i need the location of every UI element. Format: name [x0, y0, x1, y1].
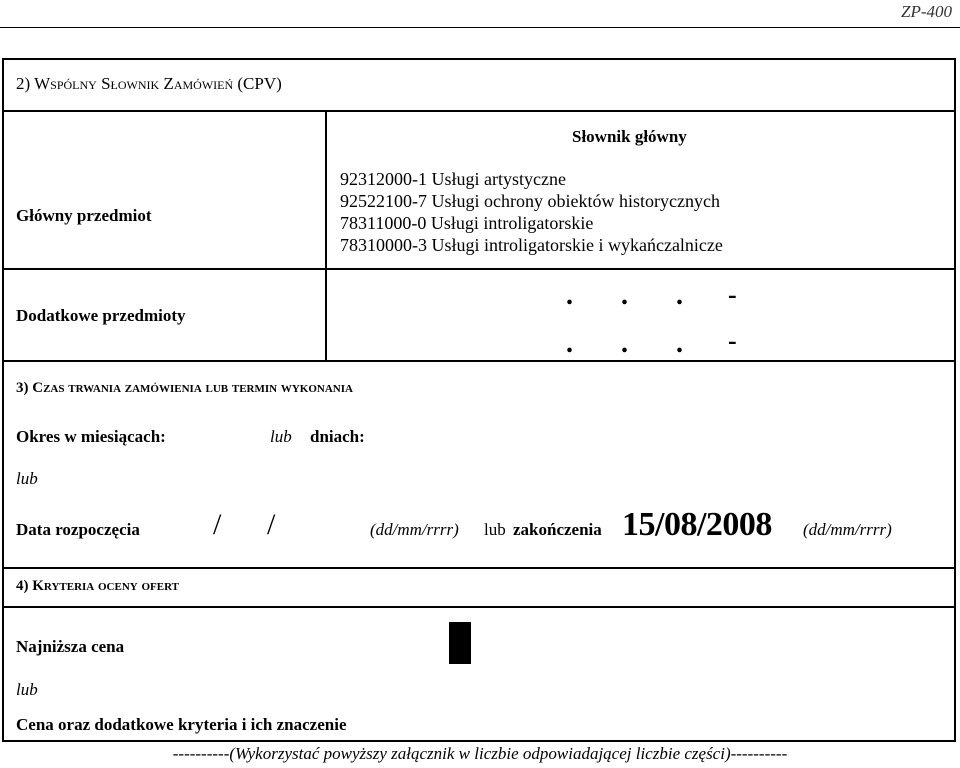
lowest-price-checkbox[interactable]	[449, 622, 471, 664]
end-date-value: 15/08/2008	[622, 506, 772, 543]
or-line-label: lub	[16, 469, 38, 488]
section4-title: 4) Kryteria oceny ofert	[16, 578, 179, 594]
section3-divider	[2, 360, 956, 362]
or-label: lub	[16, 680, 38, 699]
additional-subjects-label: Dodatkowe przedmioty	[16, 306, 186, 325]
date-slash: /	[267, 508, 276, 541]
date-slash: /	[213, 508, 222, 541]
main-codes-list	[340, 168, 723, 256]
dot-marker: .	[676, 280, 683, 311]
days-label: dniach:	[310, 427, 365, 446]
end-date-label: zakończenia	[513, 520, 602, 539]
date-format-hint: (dd/mm/rrrr)	[370, 520, 459, 539]
cpv-column-divider	[325, 110, 327, 360]
dot-marker: .	[566, 280, 573, 311]
dash-marker: -	[728, 280, 737, 309]
main-subject-label: Główny przedmiot	[16, 206, 152, 225]
dot-marker: .	[566, 328, 573, 359]
header-rule	[0, 27, 960, 28]
or-inline-label: lub	[484, 520, 506, 539]
dot-marker: .	[676, 328, 683, 359]
dash-marker: -	[728, 326, 737, 355]
date-format-hint: (dd/mm/rrrr)	[803, 520, 892, 539]
dot-marker: .	[621, 280, 628, 311]
main-subject-divider	[2, 268, 956, 270]
section4-divider	[2, 567, 956, 569]
dot-marker: .	[621, 328, 628, 359]
section3-title: 3) Czas trwania zamówienia lub termin wykonania	[16, 380, 353, 396]
cpv-code: 78311000-0 Usługi introligatorskie	[340, 213, 594, 233]
start-date-label: Data rozpoczęcia	[16, 520, 140, 539]
or-label: lub	[270, 427, 292, 446]
form-code: ZP-400	[901, 2, 952, 21]
form-frame	[2, 58, 956, 742]
cpv-code: 78310000-3 Usługi introligatorskie i wykańczalnicze	[340, 235, 723, 255]
section2-divider	[2, 110, 956, 112]
lowest-price-label: Najniższa cena	[16, 637, 125, 656]
price-and-criteria-label: Cena oraz dodatkowe kryteria i ich znaczenie	[16, 715, 347, 734]
cpv-code: 92522100-7 Usługi ochrony obiektów historycznych	[340, 191, 720, 211]
cpv-code: 92312000-1 Usługi artystyczne	[340, 169, 566, 189]
section2-title: 2) Wspólny Słownik Zamówień (CPV)	[16, 74, 282, 93]
months-label: Okres w miesiącach:	[16, 427, 166, 446]
footer-note: ----------(Wykorzystać powyższy załącznik w liczbie odpowiadającej liczbie części)----------	[172, 744, 788, 763]
criteria-divider	[2, 606, 956, 608]
cpv-column-header: Słownik główny	[572, 127, 687, 146]
